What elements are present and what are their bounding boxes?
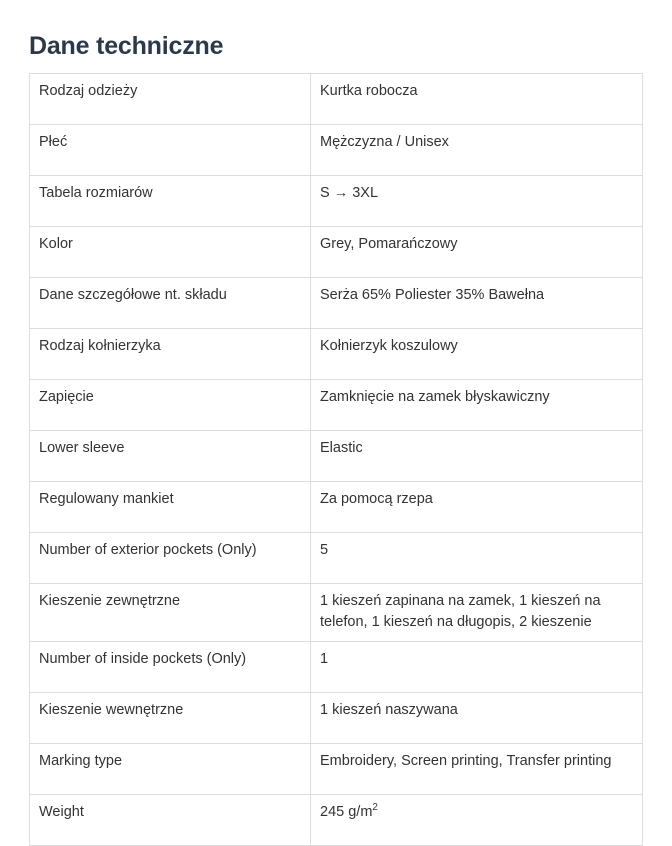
- spec-value-cell: Kołnierzyk koszulowy: [311, 329, 643, 380]
- spec-value-cell: 1 kieszeń zapinana na zamek, 1 kieszeń na telefon, 1 kieszeń na długopis, 2 kieszenie: [311, 584, 643, 642]
- table-row: [30, 227, 643, 278]
- spec-label-cell: Tabela rozmiarów: [30, 176, 311, 227]
- spec-label-cell: Płeć: [30, 125, 311, 176]
- spec-value-cell: 245 $g/m^2$: [311, 795, 643, 846]
- spec-label-cell: Rodzaj odzieży: [30, 74, 311, 125]
- spec-label-cell: Number of inside pockets (Only): [30, 642, 311, 693]
- spec-label-cell: Weight: [30, 795, 311, 846]
- spec-label-cell: Rodzaj kołnierzyka: [30, 329, 311, 380]
- table-row: [30, 642, 643, 693]
- spec-label-cell: Kolor: [30, 227, 311, 278]
- table-row: [30, 278, 643, 329]
- spec-value-cell: Zamknięcie na zamek błyskawiczny: [311, 380, 643, 431]
- spec-label-cell: Marking type: [30, 744, 311, 795]
- spec-label-cell: Kieszenie zewnętrzne: [30, 584, 311, 642]
- spec-value-cell: 1 kieszeń naszywana: [311, 693, 643, 744]
- table-row: [30, 329, 643, 380]
- table-row: [30, 533, 643, 584]
- spec-value-cell: Grey, Pomarańczowy: [311, 227, 643, 278]
- page-title: Dane techniczne: [29, 31, 224, 60]
- table-row: [30, 176, 643, 227]
- spec-value-cell: Serża 65% Poliester 35% Bawełna: [311, 278, 643, 329]
- table-row: [30, 74, 643, 125]
- spec-label-cell: Dane szczegółowe nt. składu: [30, 278, 311, 329]
- spec-label-cell: Regulowany mankiet: [30, 482, 311, 533]
- spec-value-cell: 1: [311, 642, 643, 693]
- superscript-two: 2: [372, 802, 378, 814]
- spec-value-cell: Za pomocą rzepa: [311, 482, 643, 533]
- table-row: [30, 125, 643, 176]
- table-row: [30, 795, 643, 846]
- table-row: [30, 584, 643, 642]
- spec-value-cell: 5: [311, 533, 643, 584]
- spec-value-cell: Embroidery, Screen printing, Transfer printing: [311, 744, 643, 795]
- table-row: [30, 380, 643, 431]
- spec-value-cell: Elastic: [311, 431, 643, 482]
- spec-value-cell: S → 3XL: [311, 176, 643, 227]
- table-row: [30, 693, 643, 744]
- spec-label-cell: Number of exterior pockets (Only): [30, 533, 311, 584]
- table-row: [30, 482, 643, 533]
- spec-label-cell: Zapięcie: [30, 380, 311, 431]
- specification-table: [29, 73, 643, 846]
- table-row: [30, 744, 643, 795]
- spec-value-cell: Mężczyzna / Unisex: [311, 125, 643, 176]
- table-row: [30, 431, 643, 482]
- spec-label-cell: Lower sleeve: [30, 431, 311, 482]
- specification-table-body: [30, 74, 643, 846]
- spec-label-cell: Kieszenie wewnętrzne: [30, 693, 311, 744]
- spec-value-cell: Kurtka robocza: [311, 74, 643, 125]
